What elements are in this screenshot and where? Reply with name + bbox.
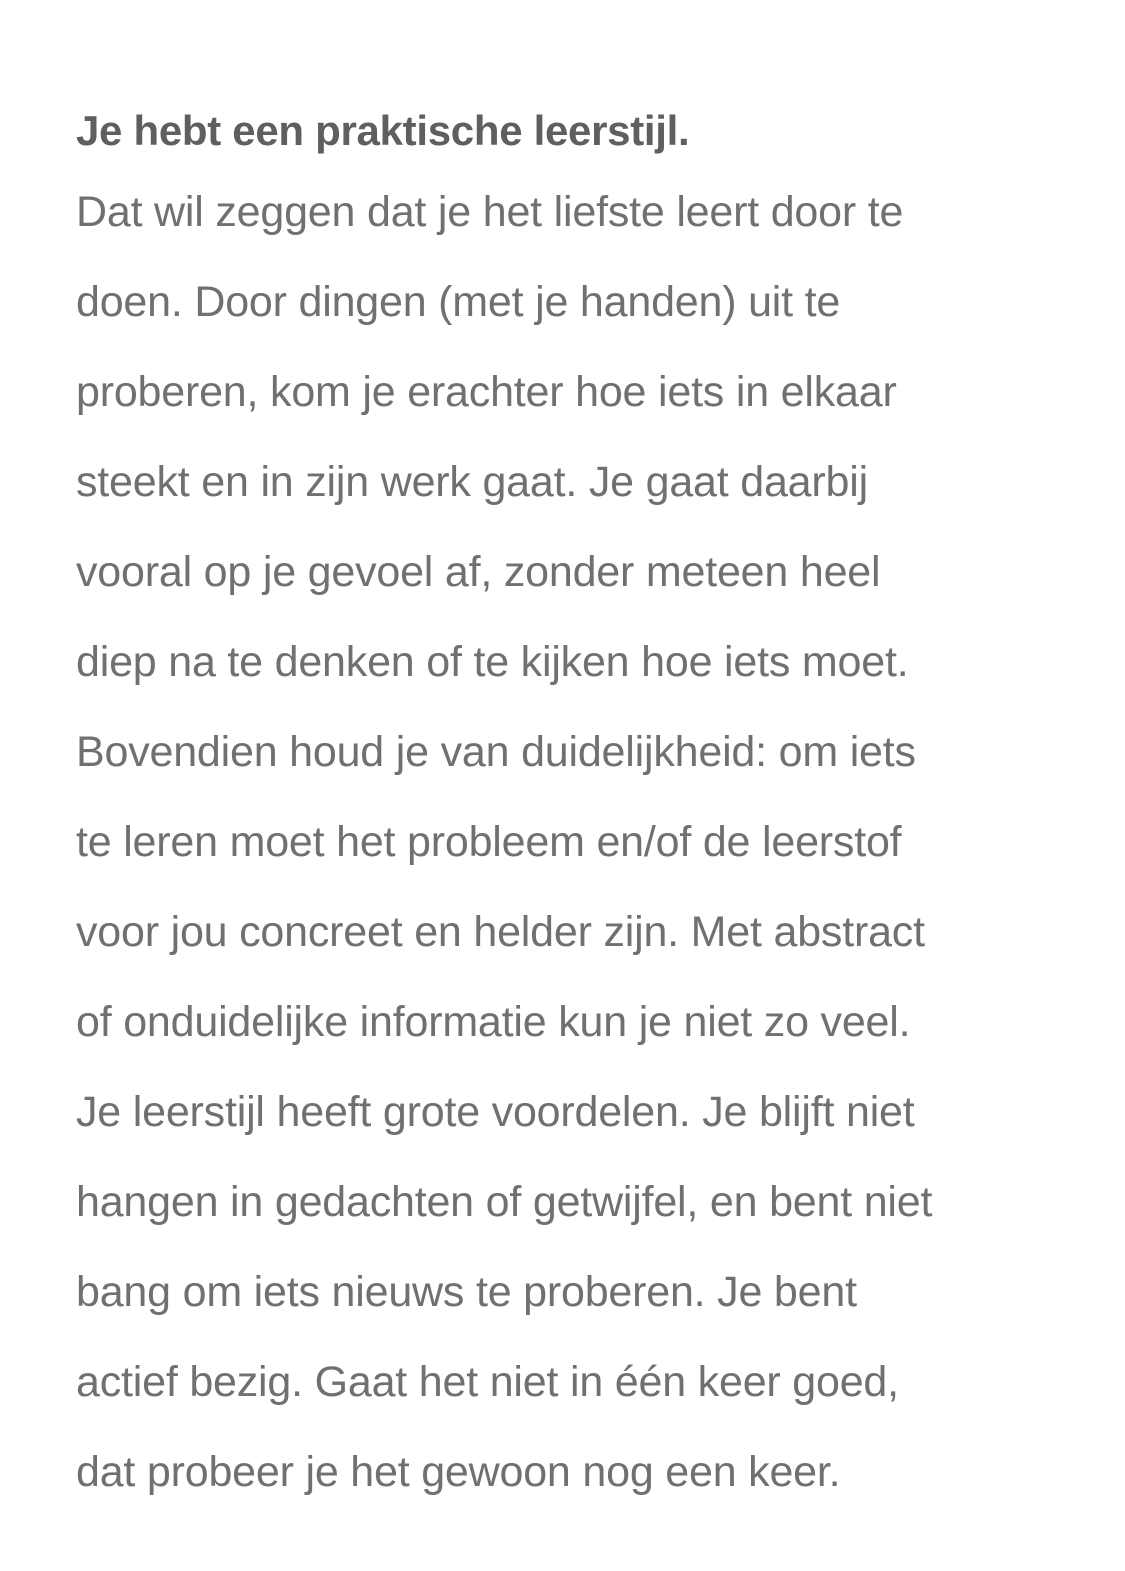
body-line: bang om iets nieuws te proberen. Je bent [76, 1268, 857, 1316]
body-line: of onduidelijke informatie kun je niet zo veel. [76, 998, 911, 1046]
body-line: actief bezig. Gaat het niet in één keer goed, [76, 1358, 899, 1406]
article-body [76, 167, 1086, 1517]
body-line: vooral op je gevoel af, zonder meteen heel [76, 548, 881, 596]
article [76, 90, 1086, 1517]
body-line: doen. Door dingen (met je handen) uit te [76, 278, 841, 326]
body-line: voor jou concreet en helder zijn. Met abstract [76, 908, 925, 956]
body-line: hangen in gedachten of getwijfel, en bent niet [76, 1178, 933, 1226]
body-line: Dat wil zeggen dat je het liefste leert door te [76, 188, 904, 236]
body-line: dat probeer je het gewoon nog een keer. [76, 1448, 841, 1496]
body-line: diep na te denken of te kijken hoe iets moet. [76, 638, 909, 686]
body-line: steekt en in zijn werk gaat. Je gaat daarbij [76, 458, 868, 506]
body-line: te leren moet het probleem en/of de leerstof [76, 818, 902, 866]
body-line: proberen, kom je erachter hoe iets in elkaar [76, 368, 897, 416]
body-line: Bovendien houd je van duidelijkheid: om iets [76, 728, 916, 776]
article-heading: Je hebt een praktische leerstijl. [76, 107, 690, 154]
body-line: Je leerstijl heeft grote voordelen. Je blijft niet [76, 1088, 915, 1136]
